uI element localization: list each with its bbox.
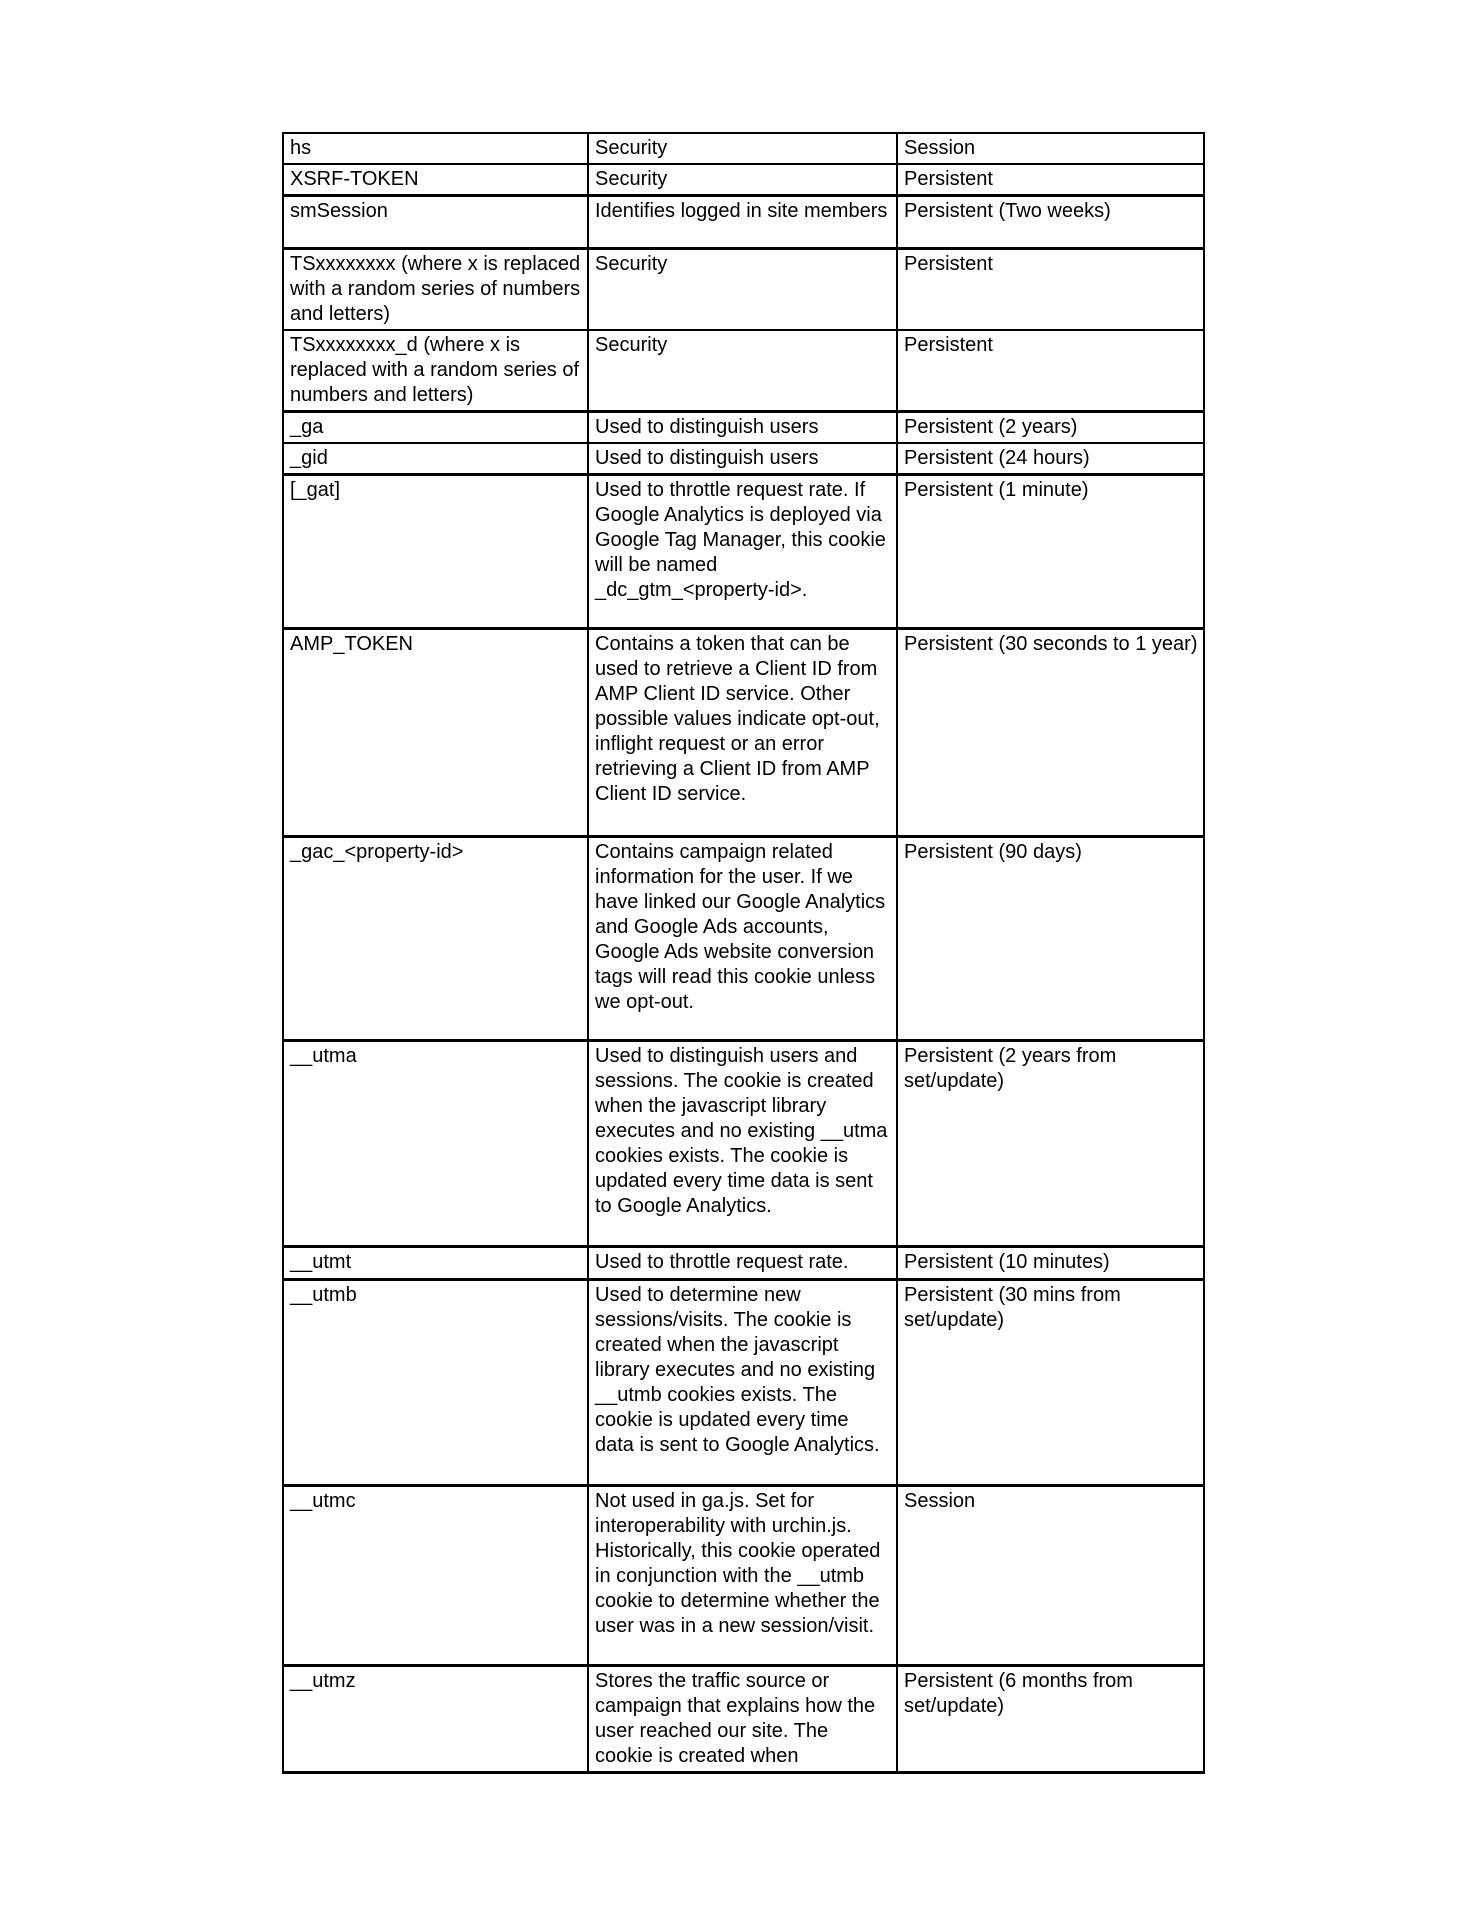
cookie-name-cell: hs (283, 133, 588, 164)
cookie-purpose-cell: Contains campaign related information for the user. If we have linked our Google Analytics and Google Ads accounts, Google Ads website conversion tags will read this cookie unless we opt-out. (588, 837, 897, 1041)
cookie-duration-cell: Persistent (897, 249, 1204, 331)
cookie-duration-cell: Persistent (1 minute) (897, 475, 1204, 629)
cookie-name-cell: _gac_<property-id> (283, 837, 588, 1041)
table-row (283, 249, 1204, 331)
cookie-purpose-cell: Used to distinguish users (588, 412, 897, 444)
cookie-purpose-cell: Used to distinguish users (588, 443, 897, 475)
table-row (283, 330, 1204, 412)
cookie-purpose-cell: Stores the traffic source or campaign that explains how the user reached our site. The cookie is created when (588, 1666, 897, 1773)
table-row (283, 1486, 1204, 1666)
cookie-duration-cell: Persistent (6 months from set/update) (897, 1666, 1204, 1773)
cookie-name-cell: TSxxxxxxxx (where x is replaced with a random series of numbers and letters) (283, 249, 588, 331)
cookie-duration-cell: Persistent (897, 330, 1204, 412)
cookie-purpose-cell: Not used in ga.js. Set for interoperability with urchin.js. Historically, this cookie operated in conjunction with the __utmb cookie to determine whether the user was in a new session/visit. (588, 1486, 897, 1666)
cookie-duration-cell: Session (897, 133, 1204, 164)
table-row (283, 1280, 1204, 1486)
table-row (283, 1041, 1204, 1247)
table-row (283, 1666, 1204, 1773)
cookie-name-cell: XSRF-TOKEN (283, 164, 588, 196)
cookie-name-cell: [_gat] (283, 475, 588, 629)
cookie-purpose-cell: Security (588, 249, 897, 331)
cookie-name-cell: __utmc (283, 1486, 588, 1666)
cookie-name-cell: __utmb (283, 1280, 588, 1486)
cookie-name-cell: __utma (283, 1041, 588, 1247)
cookie-duration-cell: Persistent (90 days) (897, 837, 1204, 1041)
cookie-duration-cell: Persistent (24 hours) (897, 443, 1204, 475)
cookie-name-cell: AMP_TOKEN (283, 629, 588, 837)
table-row (283, 133, 1204, 164)
cookie-duration-cell: Session (897, 1486, 1204, 1666)
cookie-purpose-cell: Security (588, 330, 897, 412)
cookie-duration-cell: Persistent (Two weeks) (897, 196, 1204, 249)
cookie-name-cell: smSession (283, 196, 588, 249)
cookie-table (282, 132, 1205, 1774)
cookie-duration-cell: Persistent (897, 164, 1204, 196)
cookie-purpose-cell: Security (588, 133, 897, 164)
table-row (283, 629, 1204, 837)
cookie-name-cell: __utmz (283, 1666, 588, 1773)
cookie-purpose-cell: Contains a token that can be used to retrieve a Client ID from AMP Client ID service. Other possible values indicate opt-out, inflight request or an error retrieving a Client ID from AMP Client ID service. (588, 629, 897, 837)
cookie-name-cell: _gid (283, 443, 588, 475)
table-row (283, 1247, 1204, 1280)
table-row (283, 164, 1204, 196)
cookie-purpose-cell: Security (588, 164, 897, 196)
cookie-duration-cell: Persistent (10 minutes) (897, 1247, 1204, 1280)
table-row (283, 443, 1204, 475)
cookie-purpose-cell: Used to throttle request rate. (588, 1247, 897, 1280)
cookie-name-cell: __utmt (283, 1247, 588, 1280)
cookie-purpose-cell: Used to determine new sessions/visits. The cookie is created when the javascript library executes and no existing __utmb cookies exists. The cookie is updated every time data is sent to Google Analytics. (588, 1280, 897, 1486)
table-row (283, 837, 1204, 1041)
table-row (283, 412, 1204, 444)
cookie-duration-cell: Persistent (30 mins from set/update) (897, 1280, 1204, 1486)
table-row (283, 196, 1204, 249)
cookie-name-cell: _ga (283, 412, 588, 444)
cookie-duration-cell: Persistent (2 years) (897, 412, 1204, 444)
cookie-purpose-cell: Used to throttle request rate. If Google Analytics is deployed via Google Tag Manager, this cookie will be named _dc_gtm_<property-id>. (588, 475, 897, 629)
cookie-name-cell: TSxxxxxxxx_d (where x is replaced with a random series of numbers and letters) (283, 330, 588, 412)
cookie-purpose-cell: Identifies logged in site members (588, 196, 897, 249)
cookie-purpose-cell: Used to distinguish users and sessions. The cookie is created when the javascript library executes and no existing __utma cookies exists. The cookie is updated every time data is sent to Google Analytics. (588, 1041, 897, 1247)
cookie-duration-cell: Persistent (2 years from set/update) (897, 1041, 1204, 1247)
table-row (283, 475, 1204, 629)
cookie-duration-cell: Persistent (30 seconds to 1 year) (897, 629, 1204, 837)
